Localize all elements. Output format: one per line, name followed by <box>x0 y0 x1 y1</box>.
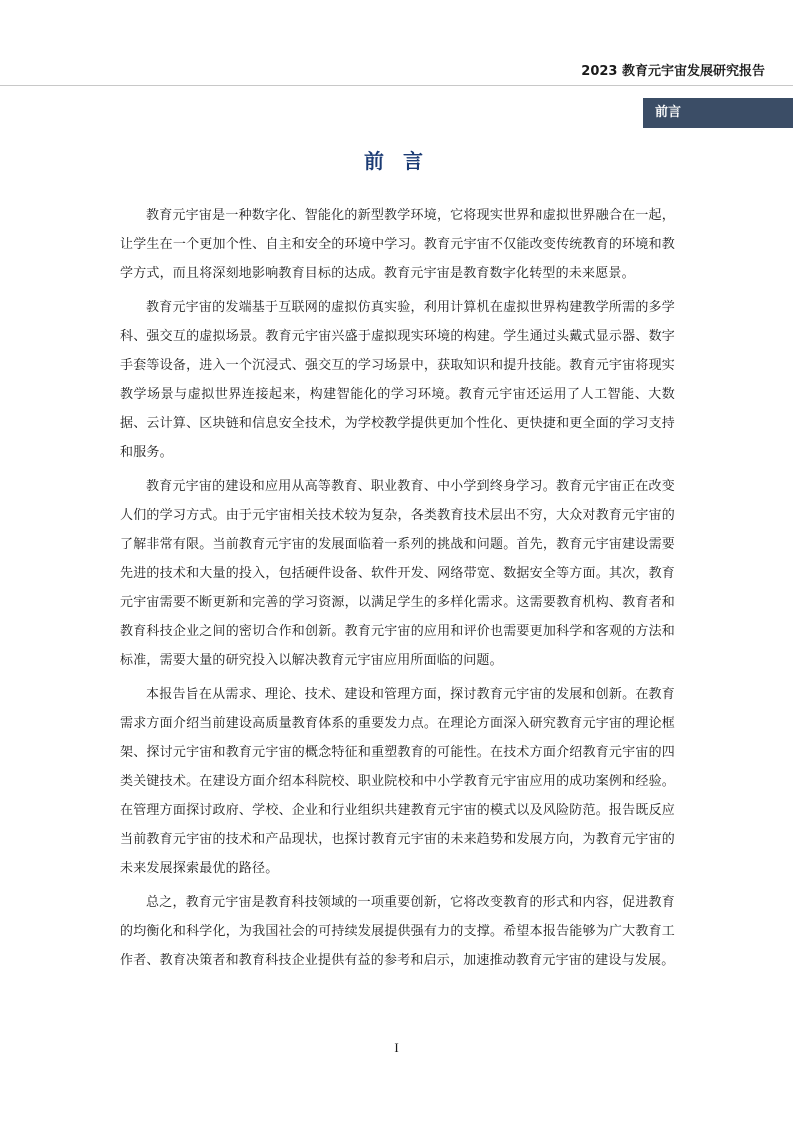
paragraph: 总之，教育元宇宙是教育科技领域的一项重要创新，它将改变教育的形式和内容，促进教育的均衡化和科学化，为我国社会的可持续发展提供强有力的支撑。希望本报告能够为广大教育工作者、教育决策者和教育科技企业提供有益的参考和启示，加速推动教育元宇宙的建设与发展。 <box>120 895 675 968</box>
paragraph: 教育元宇宙的发端基于互联网的虚拟仿真实验，利用计算机在虚拟世界构建教学所需的多学科、强交互的虚拟场景。教育元宇宙兴盛于虚拟现实环境的构建。学生通过头戴式显示器、数字手套等设备，进入一个沉浸式、强交互的学习场景中，获取知识和提升技能。教育元宇宙将现实教学场景与虚拟世界连接起来，构建智能化的学习环境。教育元宇宙还运用了人工智能、大数据、云计算、区块链和信息安全技术，为学校教学提供更加个性化、更快捷和更全面的学习支持和服务。 <box>120 300 675 460</box>
paragraph: 教育元宇宙的建设和应用从高等教育、职业教育、中小学到终身学习。教育元宇宙正在改变人们的学习方式。由于元宇宙相关技术较为复杂，各类教育技术层出不穷，大众对教育元宇宙的了解非常有限。当前教育元宇宙的发展面临着一系列的挑战和问题。首先，教育元宇宙建设需要先进的技术和大量的投入，包括硬件设备、软件开发、网络带宽、数据安全等方面。其次，教育元宇宙需要不断更新和完善的学习资源，以满足学生的多样化需求。这需要教育机构、教育者和教育科技企业之间的密切合作和创新。教育元宇宙的应用和评价也需要更加科学和客观的方法和标准，需要大量的研究投入以解决教育元宇宙应用所面临的问题。 <box>120 479 675 668</box>
section-tab: 前言 <box>643 98 793 128</box>
page-number: I <box>394 1040 399 1055</box>
page-title: 前 言 <box>364 149 429 173</box>
body-text <box>120 201 675 980</box>
paragraph: 教育元宇宙是一种数字化、智能化的新型教学环境，它将现实世界和虚拟世界融合在一起，让学生在一个更加个性、自主和安全的环境中学习。教育元宇宙不仅能改变传统教育的环境和教学方式，而且将深刻地影响教育目标的达成。教育元宇宙是教育数字化转型的未来愿景。 <box>120 208 675 281</box>
paragraph: 本报告旨在从需求、理论、技术、建设和管理方面，探讨教育元宇宙的发展和创新。在教育需求方面介绍当前建设高质量教育体系的重要发力点。在理论方面深入研究教育元宇宙的理论框架、探讨元宇宙和教育元宇宙的概念特征和重塑教育的可能性。在技术方面介绍教育元宇宙的四类关键技术。在建设方面介绍本科院校、职业院校和中小学教育元宇宙应用的成功案例和经验。在管理方面探讨政府、学校、企业和行业组织共建教育元宇宙的模式以及风险防范。报告既反应当前教育元宇宙的技术和产品现状，也探讨教育元宇宙的未来趋势和发展方向，为教育元宇宙的未来发展探索最优的路径。 <box>120 687 675 876</box>
running-header-title: 2023 教育元宇宙发展研究报告 <box>581 64 765 79</box>
header-divider <box>0 85 793 86</box>
